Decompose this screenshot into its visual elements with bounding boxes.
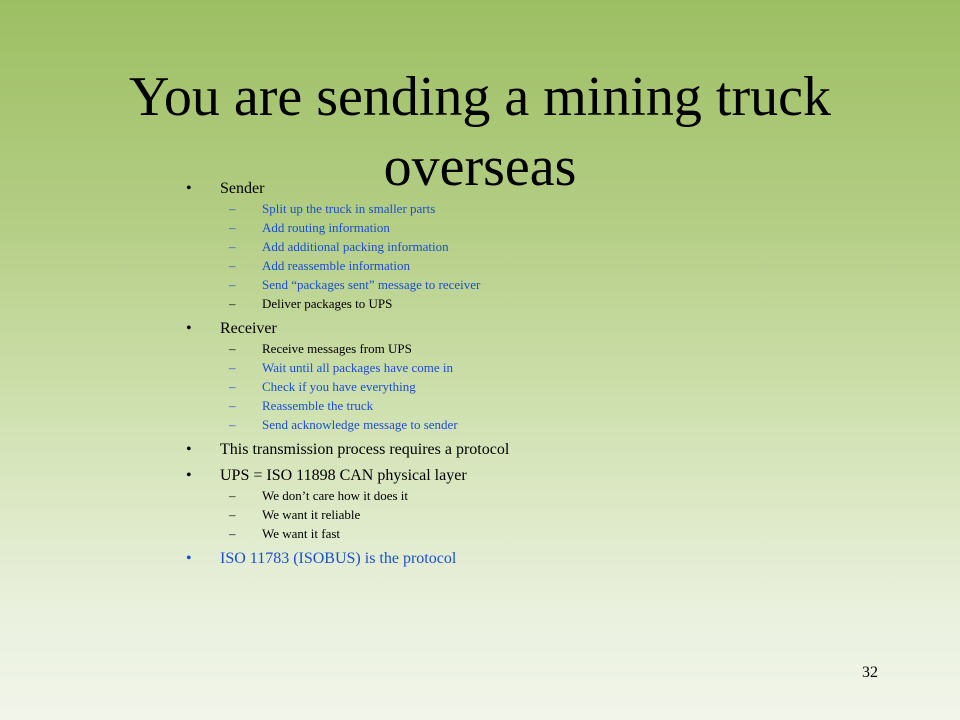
bullet-protocol: • This transmission process requires a protocol	[186, 441, 510, 458]
dash-icon: –	[229, 379, 236, 394]
dash-icon: –	[229, 239, 236, 254]
dash-icon: –	[229, 296, 236, 311]
sub-bullet: – Send “packages sent” message to receiver	[229, 277, 481, 292]
bullet-dot-icon: •	[186, 441, 192, 458]
bullet-isobus: • ISO 11783 (ISOBUS) is the protocol	[186, 550, 457, 567]
sub-bullet: – We want it reliable	[229, 507, 361, 522]
dash-icon: –	[229, 258, 236, 273]
slide-title: You are sending a mining truck overseas	[129, 66, 831, 198]
dash-icon: –	[229, 398, 236, 413]
bullet-dot-icon: •	[186, 180, 192, 197]
sub-bullet: – Wait until all packages have come in	[229, 360, 453, 375]
sub-bullet: – Add additional packing information	[229, 239, 449, 254]
sub-bullet: – Add reassemble information	[229, 258, 411, 273]
sub-bullet: – Reassemble the truck	[229, 398, 374, 413]
bullet-ups: • UPS = ISO 11898 CAN physical layer	[186, 467, 467, 484]
dash-icon: –	[229, 277, 236, 292]
bullet-list	[186, 172, 906, 568]
sub-bullet: – We want it fast	[229, 526, 341, 541]
dash-icon: –	[229, 341, 236, 356]
sub-bullet: – Deliver packages to UPS	[229, 296, 393, 311]
sub-bullet: – Receive messages from UPS	[229, 341, 412, 356]
dash-icon: –	[229, 360, 236, 375]
sub-bullet: – Send acknowledge message to sender	[229, 417, 458, 432]
dash-icon: –	[229, 201, 236, 216]
bullet-sender: • Sender	[186, 180, 265, 197]
sub-bullet: – Add routing information	[229, 220, 390, 235]
sub-bullet: – Split up the truck in smaller parts	[229, 201, 436, 216]
page-number: 32	[862, 664, 878, 681]
dash-icon: –	[229, 220, 236, 235]
dash-icon: –	[229, 417, 236, 432]
sub-bullet: – Check if you have everything	[229, 379, 416, 394]
bullet-dot-icon: •	[186, 320, 192, 337]
bullet-dot-icon: •	[186, 550, 192, 567]
sub-bullet: – We don’t care how it does it	[229, 488, 409, 503]
dash-icon: –	[229, 526, 236, 541]
bullet-receiver: • Receiver	[186, 320, 277, 337]
dash-icon: –	[229, 507, 236, 522]
dash-icon: –	[229, 488, 236, 503]
bullet-dot-icon: •	[186, 467, 192, 484]
